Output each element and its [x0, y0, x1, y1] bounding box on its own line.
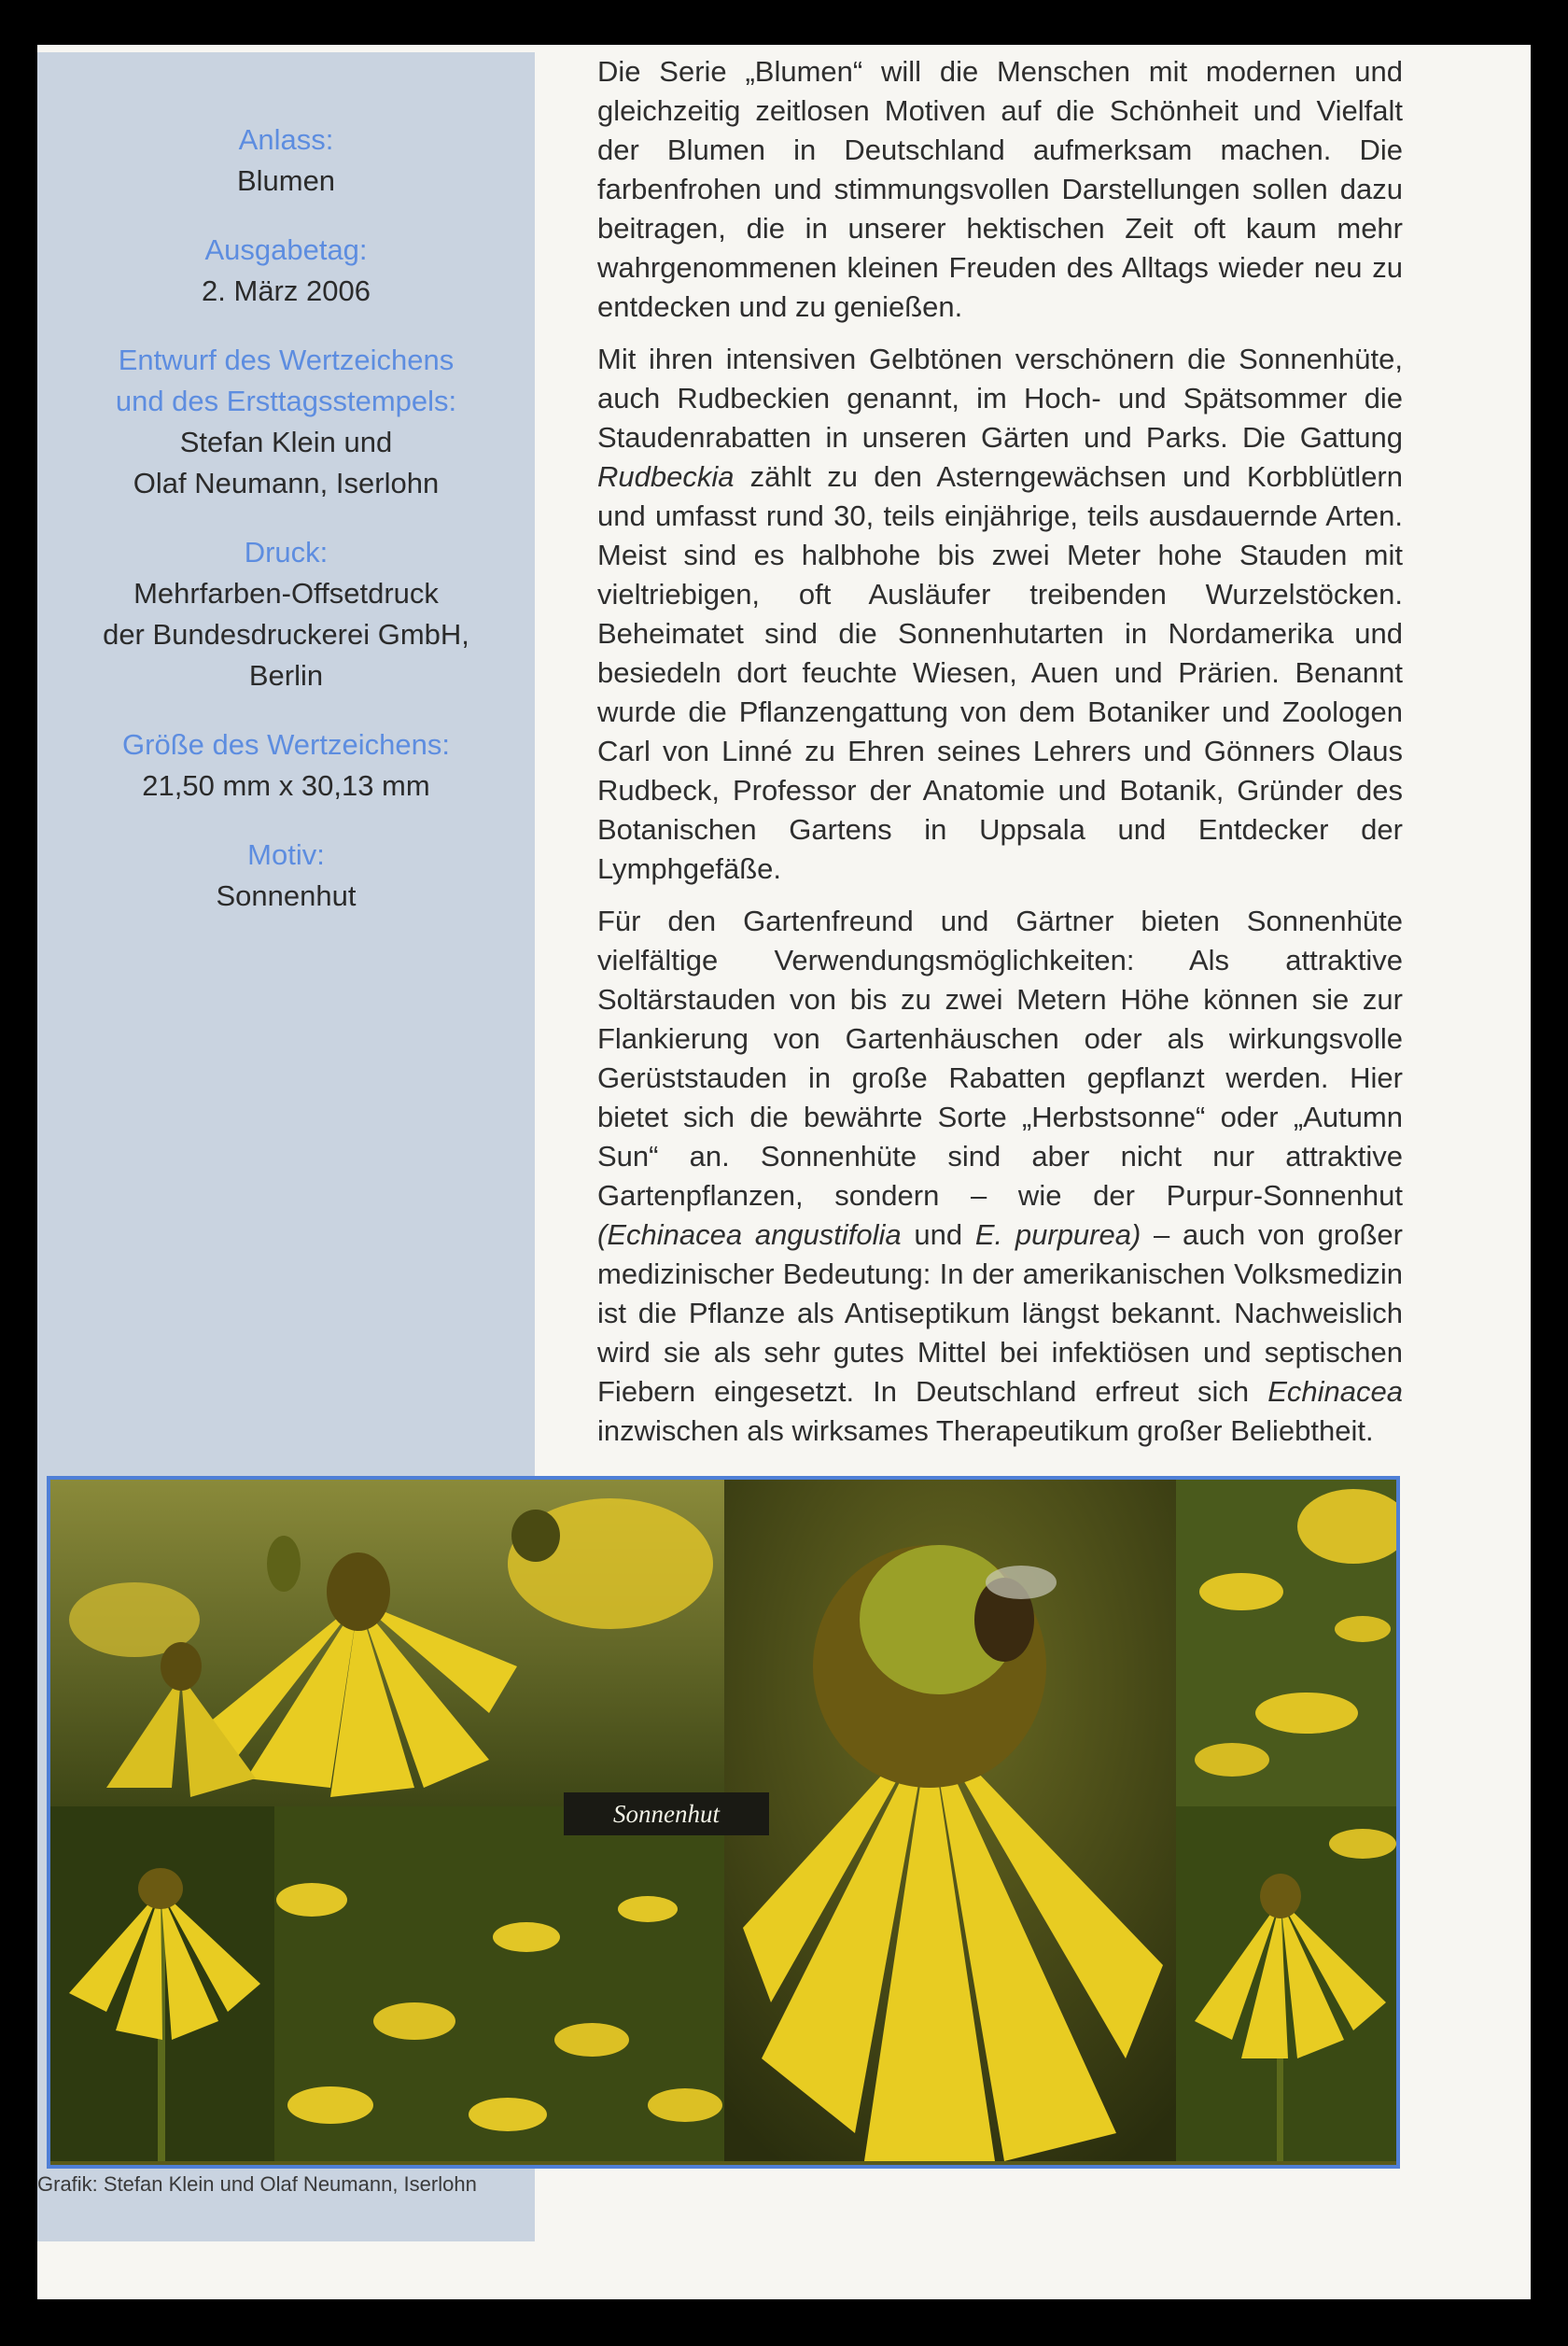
info-value: Mehrfarben-Offsetdruck	[133, 577, 439, 610]
text-run-italic: Rudbeckia	[597, 460, 735, 493]
text-run: – auch von großer medizinischer Bedeutung: In der amerikanischen Volksmedizin ist die Pflanze als Antiseptikum längst bekannt. Nachweislich wird sie als sehr gutes Mittel bei infektiösen und septischen Fiebern eingesetzt. In Deutschland erfreut sich	[597, 1218, 1403, 1408]
photo-coneflower-meadow	[274, 1806, 724, 2161]
info-occasion	[37, 119, 535, 202]
text-run-italic: E. purpurea)	[974, 1218, 1141, 1251]
info-label: Entwurf des Wertzeichens	[118, 344, 455, 376]
info-label: Größe des Wertzeichens:	[122, 728, 450, 761]
text-run-italic: (Echinacea angustifolia	[597, 1218, 902, 1251]
info-value: Blumen	[236, 164, 336, 197]
info-label: Druck:	[244, 536, 329, 569]
info-value: Sonnenhut	[216, 879, 357, 912]
text-run: und	[901, 1218, 975, 1251]
photo-single-coneflower	[50, 1806, 274, 2161]
text-run: zählt zu den Asterngewächsen und Korbblütlern und umfasst rund 30, teils einjährige, teils ausdauernde Arten. Meist sind es halbhohe bis zwei Meter hohe Stauden mit vieltriebigen, oft Ausläufer treibenden Wurzelstöcken. Beheimatet sind die Sonnenhutarten in Nordamerika und besiedeln dort feuchte Wiesen, Auen und Prärien. Benannt wurde die Pflanzengattung von dem Botaniker und Zoologen Carl von Linné zu Ehren seines Lehrers und Gönners Olaus Rudbeck, Professor der Anatomie und Botanik, Gründer des Botanischen Gartens in Uppsala und Entdecker der Lymphgefäße.	[597, 460, 1403, 885]
info-label: Motiv:	[247, 838, 325, 871]
article-paragraph	[597, 902, 1403, 1451]
info-value: 2. März 2006	[202, 274, 371, 307]
photo-caption: Grafik: Stefan Klein und Olaf Neumann, Iserlohn	[37, 2172, 477, 2196]
photo-coneflowers-closeup	[50, 1480, 724, 1806]
article-paragraph: Die Serie „Blumen“ will die Menschen mit modernen und gleichzeitig zeitlosen Motiven auf die Schönheit und Vielfalt der Blumen in Deutschland aufmerksam machen. Die farbenfrohen und stimmungsvollen Darstellungen sollen dazu beitragen, die in unserer hektischen Zeit oft kaum mehr wahrgenommenen kleinen Freuden des Alltags wieder neu zu entdecken und zu genießen.	[597, 55, 1403, 323]
info-value: Olaf Neumann, Iserlohn	[133, 467, 440, 499]
photo-drooping-coneflower	[1176, 1806, 1396, 2161]
photo-label: Sonnenhut	[564, 1792, 769, 1835]
text-run: Mit ihren intensiven Gelbtönen verschönern die Sonnenhüte, auch Rudbeckien genannt, im Hoch- und Spätsommer die Staudenrabatten in unseren Gärten und Parks. Die Gattung	[597, 343, 1403, 454]
info-print	[37, 532, 535, 696]
info-label: Ausgabetag:	[204, 233, 368, 266]
info-label: Anlass:	[238, 123, 334, 156]
photo-collage	[47, 1476, 1400, 2169]
info-motif	[37, 835, 535, 917]
info-issue-date	[37, 230, 535, 312]
info-value: Stefan Klein und	[179, 426, 393, 458]
info-label: und des Ersttagsstempels:	[115, 385, 457, 417]
text-run: inzwischen als wirksames Therapeutikum großer Beliebtheit.	[597, 1414, 1374, 1447]
photo-bee-on-coneflower	[724, 1480, 1176, 2161]
photo-coneflower-field	[1176, 1480, 1396, 1806]
text-run-italic: Echinacea	[1267, 1375, 1403, 1408]
info-design	[37, 340, 535, 504]
info-value: 21,50 mm x 30,13 mm	[142, 769, 430, 802]
stamp-info-list	[37, 119, 535, 945]
text-run: Für den Gartenfreund und Gärtner bieten Sonnenhüte vielfältige Verwendungsmöglichkeiten: Als attraktive Soltärstauden von bis zu zwei Metern Höhe können sie zur Flankierung von Gartenhäuschen oder als wirkungsvolle Gerüststauden in große Rabatten gepflanzt werden. Hier bietet sich die bewährte Sorte „Herbstsonne“ oder „Autumn Sun“ an. Sonnenhüte sind aber nicht nur attraktive Gartenpflanzen, sondern – wie der Purpur-Sonnenhut	[597, 905, 1403, 1212]
info-size	[37, 724, 535, 807]
article-text	[597, 52, 1403, 1464]
info-value: der Bundesdruckerei GmbH,	[103, 618, 469, 651]
info-value: Berlin	[248, 659, 324, 692]
article-paragraph	[597, 340, 1403, 889]
